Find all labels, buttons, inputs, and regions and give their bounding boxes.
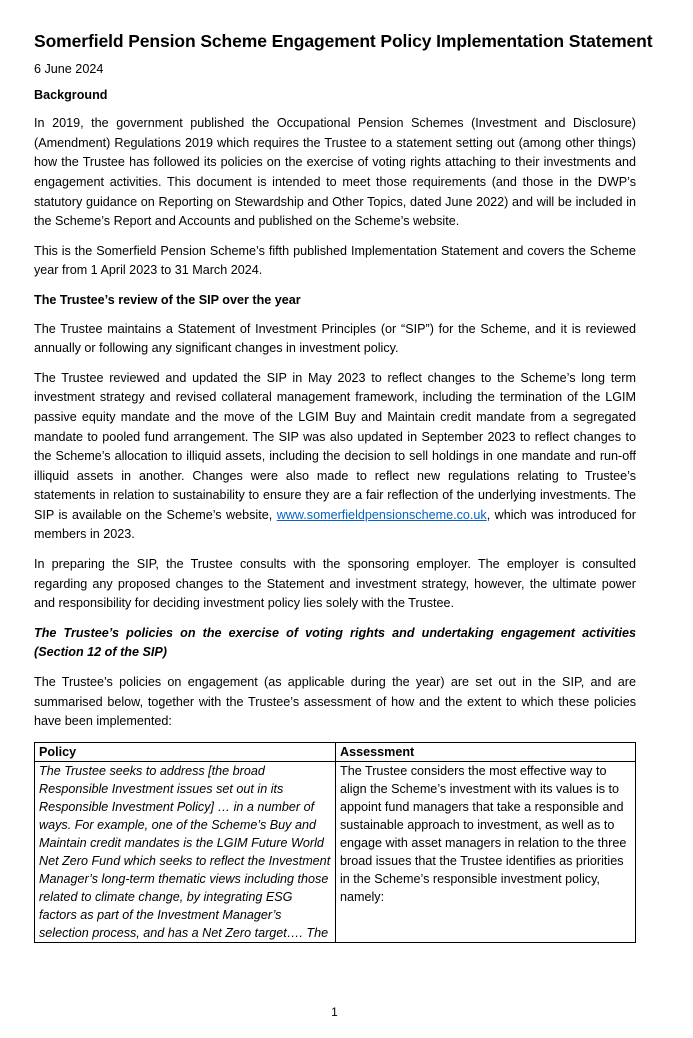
sip-review-heading: The Trustee’s review of the SIP over the year <box>34 292 301 307</box>
table-header-row <box>35 742 636 761</box>
background-heading: Background <box>34 87 108 102</box>
policy-assessment-table <box>34 742 636 943</box>
sip-update-paragraph <box>34 369 636 545</box>
policy-cell: The Trustee seeks to address [the broad Responsible Investment issues set out in its Responsible Investment Policy] … in a number of ways. For example, one of the Scheme’s Buy and Maintain credit mandates is the LGIM Future World Net Zero Fund which seeks to reflect the Investment Manager’s long-term thematic views including those related to climate change, by integrating ESG factors as part of the Investment Manager’s selection process, and has a Net Zero target…. The <box>35 761 336 942</box>
page-number: 1 <box>331 1005 338 1019</box>
table-row <box>35 761 636 942</box>
assessment-cell: The Trustee considers the most effective way to align the Scheme’s investment with its values is to appoint fund managers that take a responsible and sustainable approach to investment, as well as to engage with asset managers in relation to the three broad issues that the Trustee identifies as priorities in the Scheme’s responsible investment policy, namely: <box>336 761 636 942</box>
scheme-website-link[interactable]: www.somerfieldpensionscheme.co.uk <box>276 507 487 522</box>
background-paragraph: In 2019, the government published the Occupational Pension Schemes (Investment and Disclosure) (Amendment) Regulations 2019 which requires the Trustee to a statement setting out (among other things) how the Trustee has followed its policies on the exercise of voting rights attaching to their investments and engagement activities. This document is intended to meet those requirements (and those in the DWP’s statutory guidance on Reporting on Stewardship and Other Topics, dated June 2022) and will be included in the Scheme’s Report and Accounts and published on the Scheme’s website. <box>34 116 636 229</box>
policy-column-header: Policy <box>35 742 336 761</box>
page-content <box>34 30 653 943</box>
voting-policies-heading: The Trustee’s policies on the exercise of voting rights and undertaking engagement activities (Section 12 of the SIP) <box>34 625 636 660</box>
sip-maintain-paragraph: The Trustee maintains a Statement of Investment Principles (or “SIP”) for the Scheme, and it is reviewed annually or following any significant changes in investment policy. <box>34 321 636 356</box>
preparing-sip-paragraph: In preparing the SIP, the Trustee consults with the sponsoring employer. The employer is consulted regarding any proposed changes to the Statement and investment strategy, however, the ultimate power and responsibility for deciding investment policy lies solely with the Trustee. <box>34 557 636 611</box>
document-title: Somerfield Pension Scheme Engagement Policy Implementation Statement <box>34 31 653 51</box>
engagement-paragraph: The Trustee’s policies on engagement (as applicable during the year) are set out in the SIP, and are summarised below, together with the Trustee’s assessment of how and the extent to which these policies have been implemented: <box>34 675 636 729</box>
fifth-statement-paragraph: This is the Somerfield Pension Scheme’s fifth published Implementation Statement and covers the Scheme year from 1 April 2023 to 31 March 2024. <box>34 243 636 278</box>
document-date: 6 June 2024 <box>34 62 104 76</box>
sip-update-text: The Trustee reviewed and updated the SIP in May 2023 to reflect changes to the Scheme’s long term investment strategy and revised collateral management framework, including the termination of the LGIM passive equity mandate and the move of the LGIM Buy and Maintain credit mandate from a segregated mandate to pooled fund arrangement. The SIP was also updated in September 2023 to reflect changes to the Scheme’s allocation to illiquid assets, including the decision to sell holdings in one mandate and run-off illiquid assets in another. Changes were also made to reflect new regulations relating to Trustee’s statements in relation to sustainability to ensure they are a fair reflection of the underlying investments. The SIP is available on the Scheme’s website, <box>34 370 636 522</box>
assessment-column-header: Assessment <box>336 742 636 761</box>
sip-update-text-end: , which was introduced for members in 2023. <box>34 507 637 542</box>
